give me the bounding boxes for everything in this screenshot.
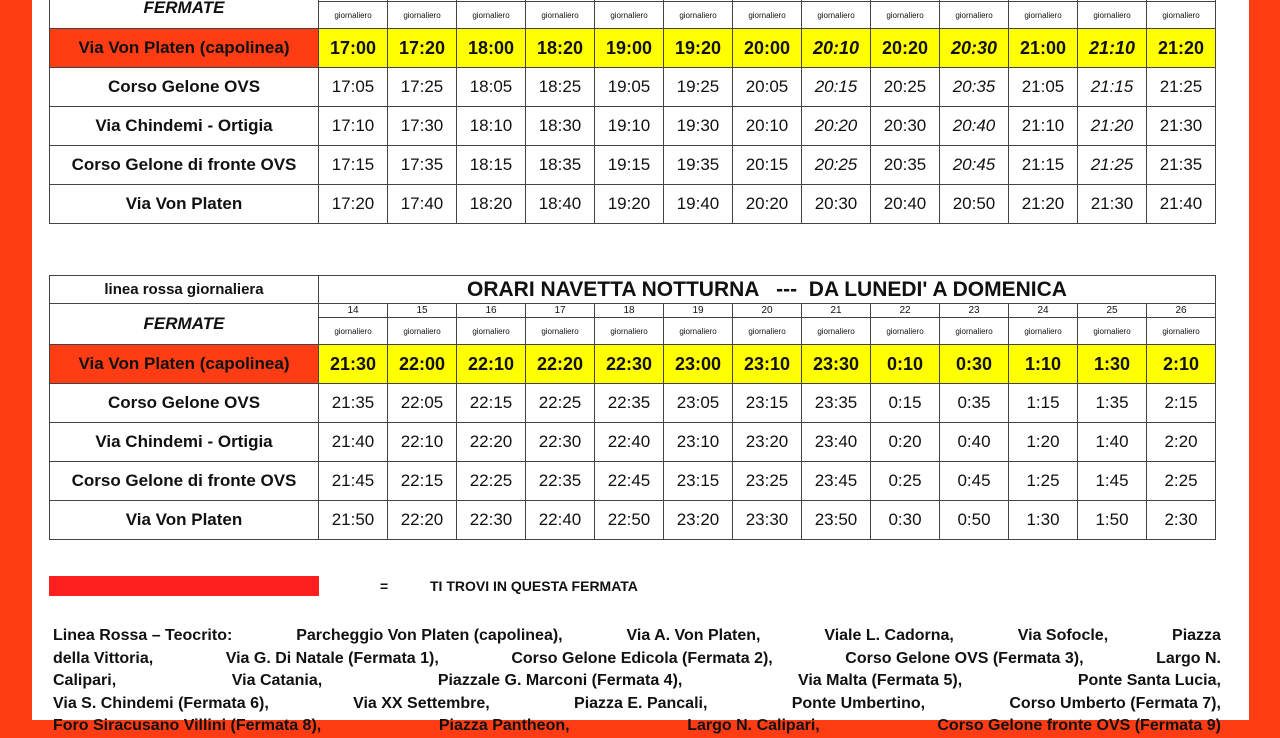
- departure-time: 21:30: [1078, 185, 1147, 224]
- departure-time: 18:25: [526, 68, 595, 107]
- departure-time: 20:20: [871, 29, 940, 68]
- frequency-label: giornaliero: [940, 2, 1009, 29]
- frequency-label: giornaliero: [664, 318, 733, 345]
- departure-time: 21:00: [1009, 29, 1078, 68]
- departure-time: 17:05: [319, 68, 388, 107]
- departure-time: 21:35: [1147, 146, 1216, 185]
- table-row: [50, 345, 1216, 384]
- departure-time: 23:30: [733, 501, 802, 540]
- departure-time: 18:20: [457, 185, 526, 224]
- departure-time: 18:35: [526, 146, 595, 185]
- frequency-label: giornaliero: [1078, 318, 1147, 345]
- departure-time: 20:35: [871, 146, 940, 185]
- frequency-label: giornaliero: [1147, 318, 1216, 345]
- table-row: [50, 384, 1216, 423]
- route-line: [53, 693, 1221, 716]
- current-stop-cell: Via Von Platen (capolinea): [50, 345, 319, 384]
- legend-equals: =: [380, 578, 389, 594]
- departure-time: 22:00: [388, 345, 457, 384]
- stop-name: Via Chindemi - Ortigia: [50, 423, 319, 462]
- column-number: 15: [388, 304, 457, 318]
- departure-time: 22:40: [595, 423, 664, 462]
- route-stop: Linea Rossa – Teocrito:: [53, 627, 233, 644]
- departure-time: 18:30: [526, 107, 595, 146]
- frequency-label: giornaliero: [388, 318, 457, 345]
- departure-time: 21:05: [1009, 68, 1078, 107]
- departure-time: 0:15: [871, 384, 940, 423]
- departure-time: 23:15: [733, 384, 802, 423]
- column-number-row: [50, 304, 1216, 318]
- route-stop: Piazza: [1172, 627, 1221, 644]
- departure-time: 22:30: [595, 345, 664, 384]
- frequency-label: giornaliero: [802, 2, 871, 29]
- departure-time: 19:20: [595, 185, 664, 224]
- departure-time: 21:10: [1009, 107, 1078, 146]
- departure-time: 1:30: [1009, 501, 1078, 540]
- departure-time: 0:35: [940, 384, 1009, 423]
- column-number: 20: [733, 304, 802, 318]
- departure-time: 1:35: [1078, 384, 1147, 423]
- departure-time: 21:25: [1147, 68, 1216, 107]
- stop-name: Corso Gelone OVS: [50, 68, 319, 107]
- departure-time: 0:30: [871, 501, 940, 540]
- departure-time: 1:20: [1009, 423, 1078, 462]
- departure-time: 18:40: [526, 185, 595, 224]
- departure-time: 22:20: [457, 423, 526, 462]
- departure-time: 22:25: [526, 384, 595, 423]
- stop-name: Via Von Platen: [50, 501, 319, 540]
- title-row: [50, 276, 1216, 304]
- route-stop: Via Malta (Fermata 5),: [797, 672, 963, 689]
- frequency-label: giornaliero: [664, 2, 733, 29]
- route-description: [53, 625, 1221, 738]
- column-number: 21: [802, 304, 871, 318]
- departure-time: 21:25: [1078, 146, 1147, 185]
- route-stop: Via XX Settembre,: [353, 694, 490, 712]
- timetable-afternoon: [49, 0, 1216, 224]
- departure-time: 23:40: [802, 423, 871, 462]
- route-stop: Parcheggio Von Platen (capolinea),: [296, 627, 563, 644]
- departure-time: 17:10: [319, 107, 388, 146]
- route-stop: Corso Gelone Edicola (Fermata 2),: [511, 649, 773, 667]
- departure-time: 18:00: [457, 29, 526, 68]
- departure-time: 23:10: [733, 345, 802, 384]
- departure-time: 1:45: [1078, 462, 1147, 501]
- departure-time: 19:25: [664, 68, 733, 107]
- table-row: [50, 185, 1216, 224]
- frequency-label: giornaliero: [802, 318, 871, 345]
- departure-time: 2:15: [1147, 384, 1216, 423]
- stop-name: Corso Gelone OVS: [50, 384, 319, 423]
- departure-time: 1:30: [1078, 345, 1147, 384]
- departure-time: 22:10: [388, 423, 457, 462]
- column-number: 17: [526, 304, 595, 318]
- departure-time: 22:20: [388, 501, 457, 540]
- departure-time: 22:35: [526, 462, 595, 501]
- departure-time: 21:20: [1147, 29, 1216, 68]
- departure-time: 20:20: [733, 185, 802, 224]
- route-stop: Via G. Di Natale (Fermata 1),: [225, 649, 439, 667]
- departure-time: 23:35: [802, 384, 871, 423]
- departure-time: 18:20: [526, 29, 595, 68]
- departure-time: 2:10: [1147, 345, 1216, 384]
- departure-time: 20:30: [940, 29, 1009, 68]
- departure-time: 20:15: [802, 68, 871, 107]
- departure-time: 17:25: [388, 68, 457, 107]
- departure-time: 21:15: [1009, 146, 1078, 185]
- route-stop: Via Catania,: [231, 672, 323, 689]
- departure-time: 19:00: [595, 29, 664, 68]
- route-stop: Piazzale G. Marconi (Fermata 4),: [437, 672, 683, 689]
- departure-time: 19:10: [595, 107, 664, 146]
- departure-time: 22:40: [526, 501, 595, 540]
- departure-time: 17:15: [319, 146, 388, 185]
- frequency-label: giornaliero: [871, 318, 940, 345]
- departure-time: 23:05: [664, 384, 733, 423]
- departure-time: 17:20: [388, 29, 457, 68]
- departure-time: 20:30: [871, 107, 940, 146]
- route-stop: Calipari,: [53, 672, 117, 689]
- frequency-label: giornaliero: [871, 2, 940, 29]
- departure-time: 22:35: [595, 384, 664, 423]
- column-number: 14: [319, 304, 388, 318]
- route-stop: Via A. Von Platen,: [626, 627, 761, 644]
- departure-time: 22:45: [595, 462, 664, 501]
- departure-time: 21:30: [319, 345, 388, 384]
- departure-time: 23:25: [733, 462, 802, 501]
- departure-time: 22:15: [457, 384, 526, 423]
- departure-time: 1:40: [1078, 423, 1147, 462]
- departure-time: 0:45: [940, 462, 1009, 501]
- departure-time: 23:10: [664, 423, 733, 462]
- column-number: 16: [457, 304, 526, 318]
- route-stop: Ponte Santa Lucia,: [1077, 672, 1221, 689]
- departure-time: 0:30: [940, 345, 1009, 384]
- table-row: [50, 146, 1216, 185]
- table-row: [50, 107, 1216, 146]
- route-line: [53, 648, 1221, 671]
- departure-time: 19:30: [664, 107, 733, 146]
- departure-time: 1:15: [1009, 384, 1078, 423]
- departure-time: 20:30: [802, 185, 871, 224]
- frequency-label: giornaliero: [1009, 2, 1078, 29]
- departure-time: 0:40: [940, 423, 1009, 462]
- route-stop: Piazza E. Pancali,: [574, 694, 708, 712]
- departure-time: 17:40: [388, 185, 457, 224]
- stop-name: Corso Gelone di fronte OVS: [50, 146, 319, 185]
- route-stop: Via S. Chindemi (Fermata 6),: [53, 694, 269, 712]
- route-stop: Corso Gelone fronte OVS (Fermata 9): [937, 717, 1221, 734]
- route-stop: Foro Siracusano Villini (Fermata 8),: [53, 717, 322, 734]
- departure-time: 17:00: [319, 29, 388, 68]
- departure-time: 1:50: [1078, 501, 1147, 540]
- departure-time: 22:30: [526, 423, 595, 462]
- frequency-label: giornaliero: [595, 2, 664, 29]
- departure-time: 21:30: [1147, 107, 1216, 146]
- departure-time: 20:40: [940, 107, 1009, 146]
- departure-time: 0:50: [940, 501, 1009, 540]
- departure-time: 23:30: [802, 345, 871, 384]
- departure-time: 23:00: [664, 345, 733, 384]
- column-number: 19: [664, 304, 733, 318]
- departure-time: 17:20: [319, 185, 388, 224]
- route-stop: Largo N. Calipari,: [687, 717, 820, 734]
- departure-time: 23:50: [802, 501, 871, 540]
- departure-time: 18:15: [457, 146, 526, 185]
- departure-time: 19:40: [664, 185, 733, 224]
- departure-time: 21:35: [319, 384, 388, 423]
- column-number: 18: [595, 304, 664, 318]
- column-number: 23: [940, 304, 1009, 318]
- departure-time: 20:15: [733, 146, 802, 185]
- departure-time: 20:00: [733, 29, 802, 68]
- frequency-label: giornaliero: [595, 318, 664, 345]
- route-stop: Corso Umberto (Fermata 7),: [1009, 694, 1221, 712]
- departure-time: 23:15: [664, 462, 733, 501]
- departure-time: 20:05: [733, 68, 802, 107]
- stop-name: Via Von Platen: [50, 185, 319, 224]
- departure-time: 19:15: [595, 146, 664, 185]
- departure-time: 23:20: [733, 423, 802, 462]
- departure-time: 19:20: [664, 29, 733, 68]
- departure-time: 22:05: [388, 384, 457, 423]
- frequency-label: giornaliero: [1009, 318, 1078, 345]
- timetable-page: [32, 0, 1249, 734]
- route-stop: Corso Gelone OVS (Fermata 3),: [845, 649, 1084, 667]
- departure-time: 22:50: [595, 501, 664, 540]
- frequency-label: giornaliero: [319, 318, 388, 345]
- departure-time: 1:10: [1009, 345, 1078, 384]
- departure-time: 23:20: [664, 501, 733, 540]
- legend-text: TI TROVI IN QUESTA FERMATA: [430, 578, 638, 594]
- frequency-label: giornaliero: [526, 2, 595, 29]
- frequency-label: giornaliero: [733, 318, 802, 345]
- table-row: [50, 462, 1216, 501]
- schedule-heading: ORARI NAVETTA NOTTURNA --- DA LUNEDI' A DOMENICA: [319, 276, 1216, 304]
- frequency-label: giornaliero: [319, 2, 388, 29]
- fermate-header: FERMATE: [50, 0, 319, 29]
- frequency-label: giornaliero: [457, 2, 526, 29]
- departure-time: 21:15: [1078, 68, 1147, 107]
- departure-time: 17:30: [388, 107, 457, 146]
- departure-time: 21:40: [1147, 185, 1216, 224]
- line-label: linea rossa giornaliera: [50, 276, 319, 304]
- departure-time: 20:40: [871, 185, 940, 224]
- column-number: 22: [871, 304, 940, 318]
- column-number: 24: [1009, 304, 1078, 318]
- departure-time: 20:25: [871, 68, 940, 107]
- frequency-label: giornaliero: [457, 318, 526, 345]
- timetable-night: [49, 275, 1216, 540]
- departure-time: 18:05: [457, 68, 526, 107]
- departure-time: 21:20: [1009, 185, 1078, 224]
- departure-time: 21:40: [319, 423, 388, 462]
- departure-time: 19:35: [664, 146, 733, 185]
- route-line: [53, 715, 1221, 738]
- departure-time: 1:25: [1009, 462, 1078, 501]
- route-line: [53, 670, 1221, 693]
- table-row: [50, 423, 1216, 462]
- departure-time: 2:30: [1147, 501, 1216, 540]
- departure-time: 21:10: [1078, 29, 1147, 68]
- route-stop: Ponte Umbertino,: [791, 694, 926, 712]
- table-row: [50, 68, 1216, 107]
- frequency-label: giornaliero: [388, 2, 457, 29]
- departure-time: 20:20: [802, 107, 871, 146]
- departure-time: 21:50: [319, 501, 388, 540]
- departure-time: 20:10: [802, 29, 871, 68]
- departure-time: 18:10: [457, 107, 526, 146]
- departure-time: 17:35: [388, 146, 457, 185]
- departure-time: 19:05: [595, 68, 664, 107]
- fermate-header: FERMATE: [50, 304, 319, 345]
- departure-time: 22:15: [388, 462, 457, 501]
- current-stop-cell: Via Von Platen (capolinea): [50, 29, 319, 68]
- departure-time: 2:20: [1147, 423, 1216, 462]
- column-number: 26: [1147, 304, 1216, 318]
- stop-name: Via Chindemi - Ortigia: [50, 107, 319, 146]
- departure-time: 0:20: [871, 423, 940, 462]
- departure-time: 2:25: [1147, 462, 1216, 501]
- departure-time: 0:25: [871, 462, 940, 501]
- legend-color-swatch: [49, 576, 319, 596]
- column-number: 25: [1078, 304, 1147, 318]
- route-stop: Piazza Pantheon,: [438, 717, 570, 734]
- departure-time: 20:35: [940, 68, 1009, 107]
- departure-time: 20:25: [802, 146, 871, 185]
- route-stop: Viale L. Cadorna,: [824, 627, 954, 644]
- frequency-label: giornaliero: [940, 318, 1009, 345]
- frequency-label: giornaliero: [1078, 2, 1147, 29]
- route-stop: Via Sofocle,: [1017, 627, 1109, 644]
- table-row: [50, 501, 1216, 540]
- route-stop: Largo N.: [1156, 649, 1221, 667]
- departure-time: 0:10: [871, 345, 940, 384]
- route-stop: della Vittoria,: [53, 649, 154, 667]
- departure-time: 22:10: [457, 345, 526, 384]
- departure-time: 22:25: [457, 462, 526, 501]
- frequency-label: giornaliero: [733, 2, 802, 29]
- frequency-label: giornaliero: [1147, 2, 1216, 29]
- departure-time: 22:20: [526, 345, 595, 384]
- departure-time: 21:20: [1078, 107, 1147, 146]
- route-line: [53, 625, 1221, 648]
- table-row: [50, 29, 1216, 68]
- departure-time: 22:30: [457, 501, 526, 540]
- departure-time: 20:10: [733, 107, 802, 146]
- frequency-label: giornaliero: [526, 318, 595, 345]
- departure-time: 20:50: [940, 185, 1009, 224]
- stop-name: Corso Gelone di fronte OVS: [50, 462, 319, 501]
- departure-time: 23:45: [802, 462, 871, 501]
- departure-time: 21:45: [319, 462, 388, 501]
- departure-time: 20:45: [940, 146, 1009, 185]
